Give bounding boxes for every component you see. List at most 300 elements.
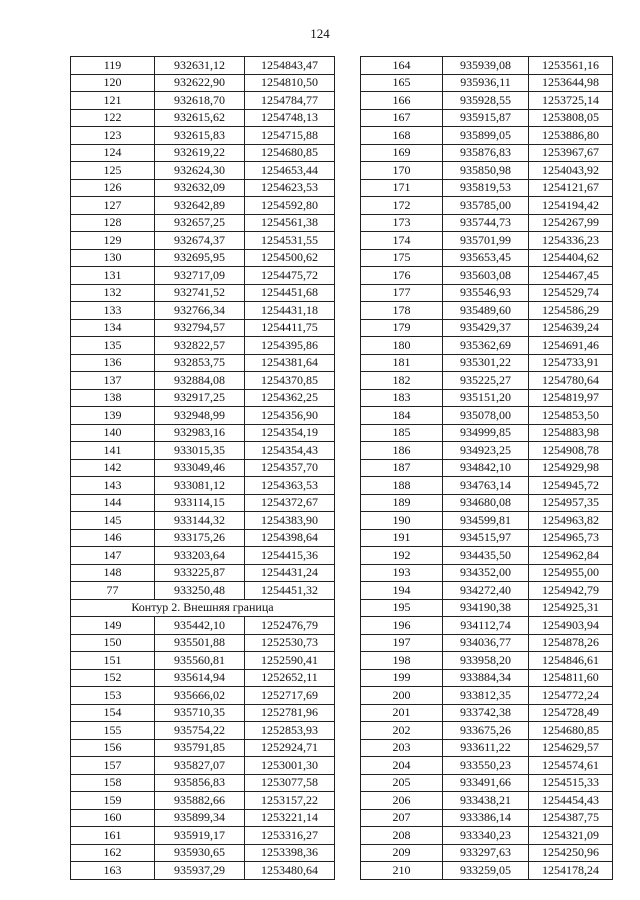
table-row xyxy=(361,704,613,722)
table-row xyxy=(361,494,613,512)
y-coordinate-cell: 1254356,90 xyxy=(245,407,335,425)
x-coordinate-cell: 932794,57 xyxy=(155,319,245,337)
table-row xyxy=(361,162,613,180)
table-row xyxy=(361,302,613,320)
x-coordinate-cell: 932717,09 xyxy=(155,267,245,285)
point-number-cell: 124 xyxy=(71,144,155,162)
y-coordinate-cell: 1254748,13 xyxy=(245,109,335,127)
table-row xyxy=(71,774,335,792)
y-coordinate-cell: 1254929,98 xyxy=(529,459,613,477)
point-number-cell: 160 xyxy=(71,809,155,827)
y-coordinate-cell: 1254415,36 xyxy=(245,547,335,565)
y-coordinate-cell: 1254592,80 xyxy=(245,197,335,215)
point-number-cell: 173 xyxy=(361,214,443,232)
x-coordinate-cell: 932657,25 xyxy=(155,214,245,232)
table-row xyxy=(361,127,613,145)
point-number-cell: 176 xyxy=(361,267,443,285)
y-coordinate-cell: 1254883,98 xyxy=(529,424,613,442)
point-number-cell: 145 xyxy=(71,512,155,530)
y-coordinate-cell: 1254431,24 xyxy=(245,564,335,582)
y-coordinate-cell: 1254963,82 xyxy=(529,512,613,530)
table-row xyxy=(361,792,613,810)
point-number-cell: 210 xyxy=(361,862,443,880)
y-coordinate-cell: 1254451,32 xyxy=(245,582,335,600)
coordinates-table-right xyxy=(360,56,613,880)
y-coordinate-cell: 1254395,86 xyxy=(245,337,335,355)
table-row xyxy=(71,512,335,530)
point-number-cell: 202 xyxy=(361,722,443,740)
x-coordinate-cell: 933225,87 xyxy=(155,564,245,582)
x-coordinate-cell: 933250,48 xyxy=(155,582,245,600)
point-number-cell: 205 xyxy=(361,774,443,792)
y-coordinate-cell: 1254431,18 xyxy=(245,302,335,320)
table-row xyxy=(71,74,335,92)
table-row xyxy=(71,827,335,845)
x-coordinate-cell: 933049,46 xyxy=(155,459,245,477)
table-row xyxy=(361,319,613,337)
y-coordinate-cell: 1254370,85 xyxy=(245,372,335,390)
table-row xyxy=(361,214,613,232)
table-row xyxy=(361,634,613,652)
table-row xyxy=(71,57,335,75)
table-row xyxy=(361,284,613,302)
table-row xyxy=(361,774,613,792)
point-number-cell: 161 xyxy=(71,827,155,845)
x-coordinate-cell: 935937,29 xyxy=(155,862,245,880)
table-row xyxy=(361,407,613,425)
x-coordinate-cell: 933491,66 xyxy=(443,774,529,792)
x-coordinate-cell: 935301,22 xyxy=(443,354,529,372)
table-row xyxy=(71,354,335,372)
y-coordinate-cell: 1254639,24 xyxy=(529,319,613,337)
y-coordinate-cell: 1254372,67 xyxy=(245,494,335,512)
table-row xyxy=(361,424,613,442)
x-coordinate-cell: 933884,34 xyxy=(443,669,529,687)
x-coordinate-cell: 933812,35 xyxy=(443,687,529,705)
point-number-cell: 137 xyxy=(71,372,155,390)
x-coordinate-cell: 934842,10 xyxy=(443,459,529,477)
x-coordinate-cell: 934999,85 xyxy=(443,424,529,442)
point-number-cell: 196 xyxy=(361,617,443,635)
x-coordinate-cell: 934112,74 xyxy=(443,617,529,635)
point-number-cell: 165 xyxy=(361,74,443,92)
table-row xyxy=(361,599,613,617)
y-coordinate-cell: 1254411,75 xyxy=(245,319,335,337)
point-number-cell: 158 xyxy=(71,774,155,792)
y-coordinate-cell: 1253480,64 xyxy=(245,862,335,880)
table-row xyxy=(361,459,613,477)
point-number-cell: 125 xyxy=(71,162,155,180)
x-coordinate-cell: 935560,81 xyxy=(155,652,245,670)
y-coordinate-cell: 1254250,96 xyxy=(529,844,613,862)
table-row xyxy=(71,302,335,320)
y-coordinate-cell: 1254853,50 xyxy=(529,407,613,425)
y-coordinate-cell: 1254957,35 xyxy=(529,494,613,512)
point-number-cell: 201 xyxy=(361,704,443,722)
table-row xyxy=(71,127,335,145)
point-number-cell: 197 xyxy=(361,634,443,652)
x-coordinate-cell: 935666,02 xyxy=(155,687,245,705)
y-coordinate-cell: 1254846,61 xyxy=(529,652,613,670)
x-coordinate-cell: 932948,99 xyxy=(155,407,245,425)
y-coordinate-cell: 1254354,19 xyxy=(245,424,335,442)
x-coordinate-cell: 932618,70 xyxy=(155,92,245,110)
point-number-cell: 204 xyxy=(361,757,443,775)
table-row xyxy=(361,442,613,460)
x-coordinate-cell: 935754,22 xyxy=(155,722,245,740)
x-coordinate-cell: 935489,60 xyxy=(443,302,529,320)
x-coordinate-cell: 932741,52 xyxy=(155,284,245,302)
x-coordinate-cell: 935930,65 xyxy=(155,844,245,862)
x-coordinate-cell: 933386,14 xyxy=(443,809,529,827)
point-number-cell: 153 xyxy=(71,687,155,705)
table-row xyxy=(71,844,335,862)
y-coordinate-cell: 1254398,64 xyxy=(245,529,335,547)
point-number-cell: 156 xyxy=(71,739,155,757)
table-row xyxy=(71,862,335,880)
x-coordinate-cell: 934515,97 xyxy=(443,529,529,547)
point-number-cell: 207 xyxy=(361,809,443,827)
point-number-cell: 135 xyxy=(71,337,155,355)
y-coordinate-cell: 1254267,99 xyxy=(529,214,613,232)
point-number-cell: 121 xyxy=(71,92,155,110)
y-coordinate-cell: 1253001,30 xyxy=(245,757,335,775)
table-row xyxy=(361,372,613,390)
x-coordinate-cell: 932853,75 xyxy=(155,354,245,372)
y-coordinate-cell: 1254903,94 xyxy=(529,617,613,635)
table-row xyxy=(71,547,335,565)
y-coordinate-cell: 1253221,14 xyxy=(245,809,335,827)
y-coordinate-cell: 1254653,44 xyxy=(245,162,335,180)
x-coordinate-cell: 935785,00 xyxy=(443,197,529,215)
point-number-cell: 188 xyxy=(361,477,443,495)
x-coordinate-cell: 933438,21 xyxy=(443,792,529,810)
x-coordinate-cell: 935827,07 xyxy=(155,757,245,775)
table-row xyxy=(361,827,613,845)
x-coordinate-cell: 933081,12 xyxy=(155,477,245,495)
x-coordinate-cell: 932822,57 xyxy=(155,337,245,355)
x-coordinate-cell: 932622,90 xyxy=(155,74,245,92)
point-number-cell: 167 xyxy=(361,109,443,127)
point-number-cell: 146 xyxy=(71,529,155,547)
point-number-cell: 141 xyxy=(71,442,155,460)
y-coordinate-cell: 1254629,57 xyxy=(529,739,613,757)
coordinates-table-left-body xyxy=(71,57,335,880)
table-row xyxy=(71,267,335,285)
point-number-cell: 172 xyxy=(361,197,443,215)
point-number-cell: 154 xyxy=(71,704,155,722)
table-row xyxy=(71,407,335,425)
x-coordinate-cell: 933550,23 xyxy=(443,757,529,775)
point-number-cell: 183 xyxy=(361,389,443,407)
point-number-cell: 189 xyxy=(361,494,443,512)
y-coordinate-cell: 1254500,62 xyxy=(245,249,335,267)
point-number-cell: 193 xyxy=(361,564,443,582)
y-coordinate-cell: 1254381,64 xyxy=(245,354,335,372)
x-coordinate-cell: 934352,00 xyxy=(443,564,529,582)
point-number-cell: 164 xyxy=(361,57,443,75)
x-coordinate-cell: 934190,38 xyxy=(443,599,529,617)
table-row xyxy=(361,249,613,267)
y-coordinate-cell: 1253077,58 xyxy=(245,774,335,792)
point-number-cell: 133 xyxy=(71,302,155,320)
x-coordinate-cell: 935710,35 xyxy=(155,704,245,722)
table-row xyxy=(71,809,335,827)
point-number-cell: 139 xyxy=(71,407,155,425)
point-number-cell: 149 xyxy=(71,617,155,635)
point-number-cell: 166 xyxy=(361,92,443,110)
x-coordinate-cell: 935936,11 xyxy=(443,74,529,92)
x-coordinate-cell: 932983,16 xyxy=(155,424,245,442)
y-coordinate-cell: 1253561,16 xyxy=(529,57,613,75)
point-number-cell: 132 xyxy=(71,284,155,302)
point-number-cell: 130 xyxy=(71,249,155,267)
table-row xyxy=(361,722,613,740)
y-coordinate-cell: 1254336,23 xyxy=(529,232,613,250)
point-number-cell: 208 xyxy=(361,827,443,845)
y-coordinate-cell: 1254383,90 xyxy=(245,512,335,530)
x-coordinate-cell: 932619,22 xyxy=(155,144,245,162)
x-coordinate-cell: 935501,88 xyxy=(155,634,245,652)
x-coordinate-cell: 935653,45 xyxy=(443,249,529,267)
x-coordinate-cell: 935701,99 xyxy=(443,232,529,250)
y-coordinate-cell: 1254387,75 xyxy=(529,809,613,827)
y-coordinate-cell: 1253398,36 xyxy=(245,844,335,862)
x-coordinate-cell: 933144,32 xyxy=(155,512,245,530)
x-coordinate-cell: 935899,05 xyxy=(443,127,529,145)
y-coordinate-cell: 1254178,24 xyxy=(529,862,613,880)
point-number-cell: 120 xyxy=(71,74,155,92)
table-row xyxy=(361,92,613,110)
x-coordinate-cell: 934763,14 xyxy=(443,477,529,495)
y-coordinate-cell: 1254574,61 xyxy=(529,757,613,775)
table-row xyxy=(71,792,335,810)
table-row xyxy=(361,529,613,547)
y-coordinate-cell: 1254531,55 xyxy=(245,232,335,250)
x-coordinate-cell: 933114,15 xyxy=(155,494,245,512)
y-coordinate-cell: 1252781,96 xyxy=(245,704,335,722)
x-coordinate-cell: 935850,98 xyxy=(443,162,529,180)
y-coordinate-cell: 1254819,97 xyxy=(529,389,613,407)
point-number-cell: 77 xyxy=(71,582,155,600)
y-coordinate-cell: 1254363,53 xyxy=(245,477,335,495)
table-row xyxy=(71,582,335,600)
x-coordinate-cell: 932917,25 xyxy=(155,389,245,407)
y-coordinate-cell: 1254451,68 xyxy=(245,284,335,302)
point-number-cell: 144 xyxy=(71,494,155,512)
y-coordinate-cell: 1254467,45 xyxy=(529,267,613,285)
y-coordinate-cell: 1254121,67 xyxy=(529,179,613,197)
y-coordinate-cell: 1254454,43 xyxy=(529,792,613,810)
point-number-cell: 200 xyxy=(361,687,443,705)
y-coordinate-cell: 1252717,69 xyxy=(245,687,335,705)
table-row xyxy=(71,757,335,775)
y-coordinate-cell: 1254680,85 xyxy=(529,722,613,740)
y-coordinate-cell: 1254362,25 xyxy=(245,389,335,407)
table-row xyxy=(71,92,335,110)
table-row xyxy=(361,582,613,600)
table-row xyxy=(71,109,335,127)
table-row xyxy=(71,319,335,337)
y-coordinate-cell: 1253967,67 xyxy=(529,144,613,162)
table-row xyxy=(71,669,335,687)
point-number-cell: 119 xyxy=(71,57,155,75)
table-row xyxy=(71,372,335,390)
point-number-cell: 170 xyxy=(361,162,443,180)
y-coordinate-cell: 1252476,79 xyxy=(245,617,335,635)
y-coordinate-cell: 1254811,60 xyxy=(529,669,613,687)
table-row xyxy=(361,617,613,635)
x-coordinate-cell: 933675,26 xyxy=(443,722,529,740)
point-number-cell: 199 xyxy=(361,669,443,687)
point-number-cell: 151 xyxy=(71,652,155,670)
point-number-cell: 192 xyxy=(361,547,443,565)
table-row xyxy=(361,547,613,565)
y-coordinate-cell: 1254194,42 xyxy=(529,197,613,215)
point-number-cell: 206 xyxy=(361,792,443,810)
x-coordinate-cell: 932615,83 xyxy=(155,127,245,145)
point-number-cell: 159 xyxy=(71,792,155,810)
table-row xyxy=(71,214,335,232)
x-coordinate-cell: 934923,25 xyxy=(443,442,529,460)
point-number-cell: 181 xyxy=(361,354,443,372)
page-number: 124 xyxy=(310,26,330,41)
x-coordinate-cell: 933203,64 xyxy=(155,547,245,565)
coordinates-table-left xyxy=(70,56,335,880)
table-row xyxy=(71,179,335,197)
y-coordinate-cell: 1254354,43 xyxy=(245,442,335,460)
table-row xyxy=(71,249,335,267)
point-number-cell: 178 xyxy=(361,302,443,320)
point-number-cell: 162 xyxy=(71,844,155,862)
point-number-cell: 163 xyxy=(71,862,155,880)
point-number-cell: 152 xyxy=(71,669,155,687)
y-coordinate-cell: 1254623,53 xyxy=(245,179,335,197)
x-coordinate-cell: 932695,95 xyxy=(155,249,245,267)
section-header-row xyxy=(71,599,335,617)
table-row xyxy=(361,389,613,407)
table-row xyxy=(361,337,613,355)
y-coordinate-cell: 1254515,33 xyxy=(529,774,613,792)
table-row xyxy=(361,757,613,775)
y-coordinate-cell: 1254586,29 xyxy=(529,302,613,320)
point-number-cell: 129 xyxy=(71,232,155,250)
point-number-cell: 185 xyxy=(361,424,443,442)
table-row xyxy=(71,162,335,180)
x-coordinate-cell: 934036,77 xyxy=(443,634,529,652)
point-number-cell: 169 xyxy=(361,144,443,162)
x-coordinate-cell: 932674,37 xyxy=(155,232,245,250)
y-coordinate-cell: 1254529,74 xyxy=(529,284,613,302)
x-coordinate-cell: 935151,20 xyxy=(443,389,529,407)
point-number-cell: 122 xyxy=(71,109,155,127)
point-number-cell: 140 xyxy=(71,424,155,442)
point-number-cell: 174 xyxy=(361,232,443,250)
x-coordinate-cell: 935915,87 xyxy=(443,109,529,127)
section-title: Контур 2. Внешняя граница xyxy=(71,599,335,617)
point-number-cell: 184 xyxy=(361,407,443,425)
x-coordinate-cell: 934272,40 xyxy=(443,582,529,600)
point-number-cell: 155 xyxy=(71,722,155,740)
table-row xyxy=(71,459,335,477)
x-coordinate-cell: 933175,26 xyxy=(155,529,245,547)
y-coordinate-cell: 1254784,77 xyxy=(245,92,335,110)
point-number-cell: 147 xyxy=(71,547,155,565)
table-row xyxy=(71,232,335,250)
y-coordinate-cell: 1254908,78 xyxy=(529,442,613,460)
y-coordinate-cell: 1254733,91 xyxy=(529,354,613,372)
table-row xyxy=(361,652,613,670)
point-number-cell: 175 xyxy=(361,249,443,267)
table-row xyxy=(361,232,613,250)
table-row xyxy=(361,512,613,530)
x-coordinate-cell: 934599,81 xyxy=(443,512,529,530)
table-row xyxy=(71,284,335,302)
table-row xyxy=(361,862,613,880)
table-row xyxy=(71,634,335,652)
x-coordinate-cell: 935899,34 xyxy=(155,809,245,827)
table-row xyxy=(71,617,335,635)
x-coordinate-cell: 935819,53 xyxy=(443,179,529,197)
x-coordinate-cell: 935939,08 xyxy=(443,57,529,75)
point-number-cell: 179 xyxy=(361,319,443,337)
table-row xyxy=(361,564,613,582)
point-number-cell: 142 xyxy=(71,459,155,477)
table-row xyxy=(71,687,335,705)
table-row xyxy=(361,267,613,285)
y-coordinate-cell: 1254475,72 xyxy=(245,267,335,285)
table-row xyxy=(71,722,335,740)
x-coordinate-cell: 935442,10 xyxy=(155,617,245,635)
table-row xyxy=(361,57,613,75)
y-coordinate-cell: 1254955,00 xyxy=(529,564,613,582)
point-number-cell: 126 xyxy=(71,179,155,197)
x-coordinate-cell: 935429,37 xyxy=(443,319,529,337)
table-row xyxy=(71,564,335,582)
x-coordinate-cell: 932624,30 xyxy=(155,162,245,180)
x-coordinate-cell: 934680,08 xyxy=(443,494,529,512)
y-coordinate-cell: 1254965,73 xyxy=(529,529,613,547)
x-coordinate-cell: 935614,94 xyxy=(155,669,245,687)
x-coordinate-cell: 935546,93 xyxy=(443,284,529,302)
y-coordinate-cell: 1254715,88 xyxy=(245,127,335,145)
y-coordinate-cell: 1254043,92 xyxy=(529,162,613,180)
y-coordinate-cell: 1254357,70 xyxy=(245,459,335,477)
point-number-cell: 168 xyxy=(361,127,443,145)
table-row xyxy=(71,652,335,670)
y-coordinate-cell: 1253808,05 xyxy=(529,109,613,127)
table-row xyxy=(361,109,613,127)
y-coordinate-cell: 1252652,11 xyxy=(245,669,335,687)
point-number-cell: 136 xyxy=(71,354,155,372)
point-number-cell: 186 xyxy=(361,442,443,460)
x-coordinate-cell: 932615,62 xyxy=(155,109,245,127)
x-coordinate-cell: 932766,34 xyxy=(155,302,245,320)
y-coordinate-cell: 1253886,80 xyxy=(529,127,613,145)
y-coordinate-cell: 1252530,73 xyxy=(245,634,335,652)
coordinates-table-right-body xyxy=(361,57,613,880)
x-coordinate-cell: 934435,50 xyxy=(443,547,529,565)
point-number-cell: 209 xyxy=(361,844,443,862)
table-row xyxy=(71,529,335,547)
point-number-cell: 157 xyxy=(71,757,155,775)
y-coordinate-cell: 1254925,31 xyxy=(529,599,613,617)
y-coordinate-cell: 1254810,50 xyxy=(245,74,335,92)
table-row xyxy=(361,144,613,162)
point-number-cell: 177 xyxy=(361,284,443,302)
x-coordinate-cell: 935791,85 xyxy=(155,739,245,757)
x-coordinate-cell: 932884,08 xyxy=(155,372,245,390)
